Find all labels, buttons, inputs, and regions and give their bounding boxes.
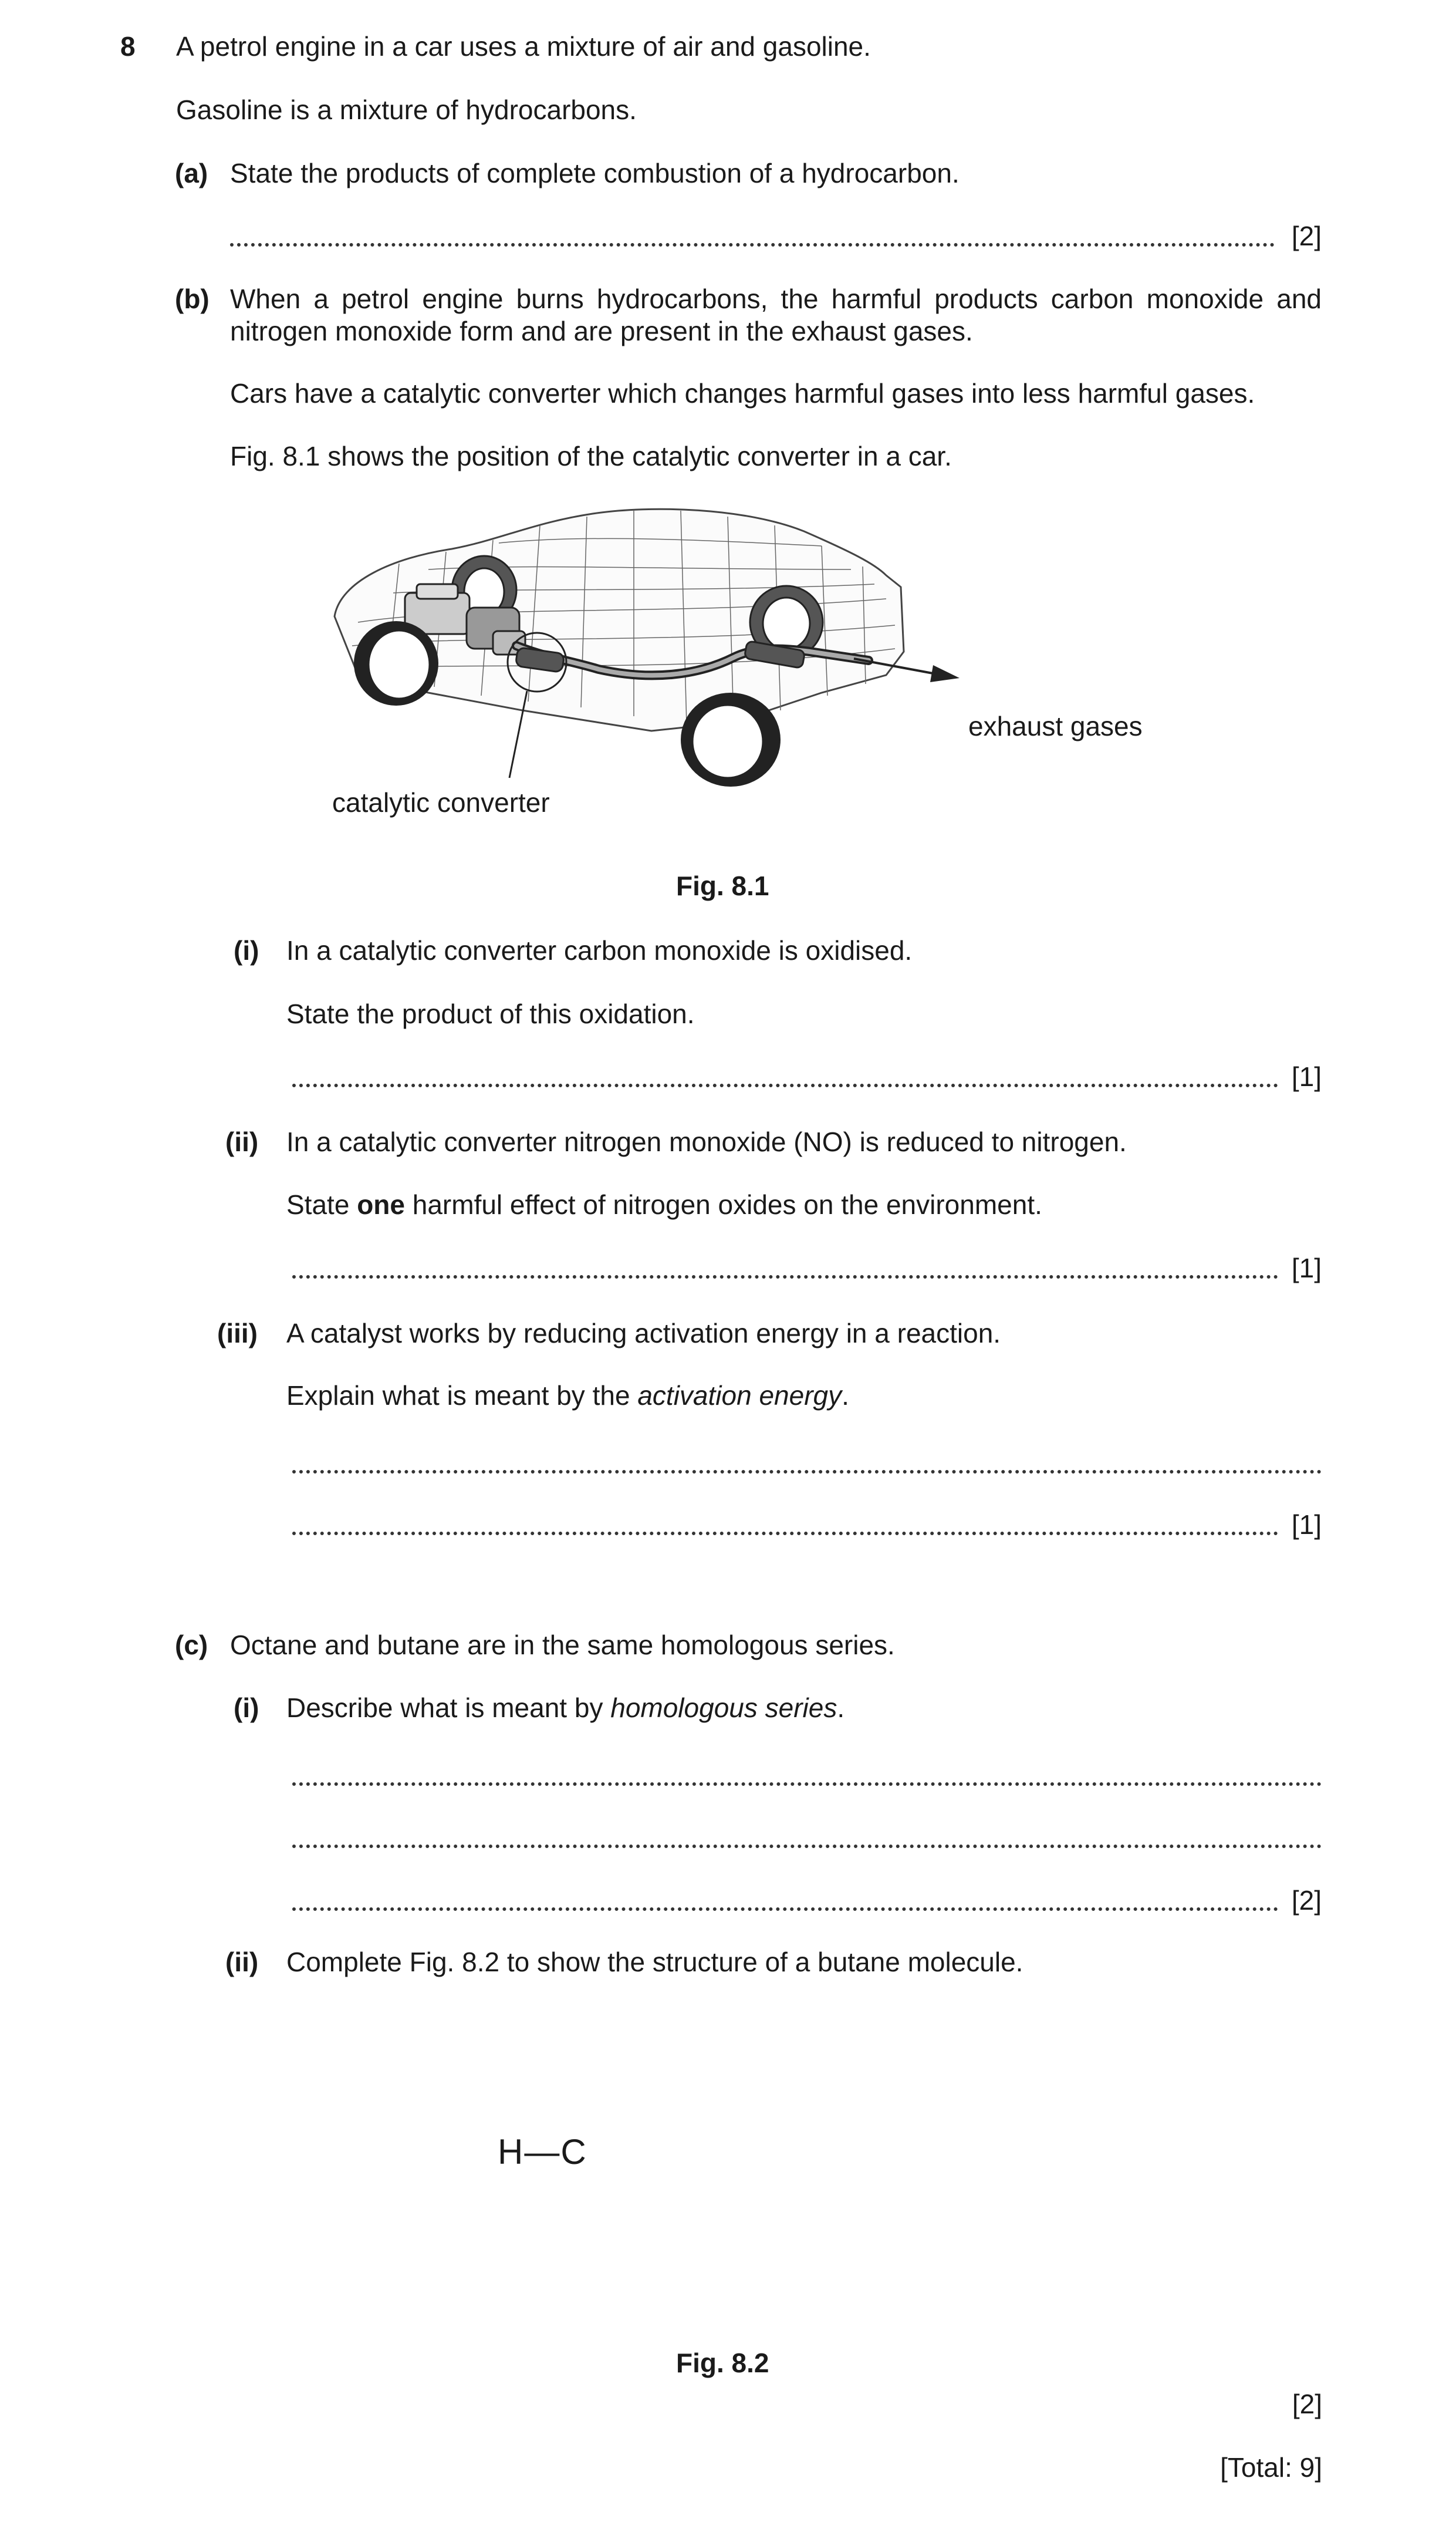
part-b-text-3: Fig. 8.1 shows the position of the catalytic converter in a car.	[230, 441, 952, 471]
part-c-label: (c)	[175, 1630, 208, 1660]
intro-line-2: Gasoline is a mixture of hydrocarbons.	[176, 95, 637, 125]
fig-8-1-label-converter: catalytic converter	[332, 787, 550, 818]
part-b-iii-text-2-italic: activation energy	[637, 1380, 842, 1411]
part-c-ii-label: (ii)	[225, 1947, 259, 1977]
part-b-ii-answer-line[interactable]	[292, 1249, 1322, 1284]
part-a-mark: [2]	[1291, 220, 1322, 251]
part-b-i-answer-line[interactable]	[292, 1058, 1322, 1093]
part-c-i-mark: [2]	[1291, 1884, 1322, 1916]
part-c-i-text-pre: Describe what is meant by	[286, 1692, 611, 1723]
part-b-iii-text-2-post: .	[842, 1380, 849, 1411]
part-b-iii-mark: [1]	[1291, 1509, 1322, 1540]
part-a-label: (a)	[175, 158, 208, 188]
part-c-i-answer-line-2[interactable]	[292, 1819, 1322, 1854]
fig-8-1-label-exhaust: exhaust gases	[968, 711, 1143, 741]
fig-8-1-caption: Fig. 8.1	[676, 871, 769, 901]
part-b-label: (b)	[175, 284, 210, 314]
part-b-i-text-1: In a catalytic converter carbon monoxide is oxidised.	[286, 935, 913, 966]
part-c-ii-mark: [2]	[1292, 2389, 1322, 2419]
part-b-text-2: Cars have a catalytic converter which changes harmful gases into less harmful gases.	[230, 378, 1255, 409]
part-c-text: Octane and butane are in the same homologous series.	[230, 1630, 895, 1660]
part-c-i-answer-line-3[interactable]	[292, 1882, 1322, 1917]
part-c-i-label: (i)	[234, 1692, 259, 1723]
part-b-i-mark: [1]	[1291, 1061, 1322, 1092]
part-b-iii-answer-line-2[interactable]	[292, 1506, 1322, 1541]
part-a-text: State the products of complete combustion of a hydrocarbon.	[230, 158, 960, 188]
part-b-ii-text-2	[286, 1189, 1042, 1221]
total-marks: [Total: 9]	[1220, 2452, 1322, 2483]
part-b-i-label: (i)	[234, 935, 259, 966]
part-c-i-answer-line-1[interactable]	[292, 1756, 1322, 1792]
part-b-ii-label: (ii)	[225, 1127, 259, 1157]
part-b-ii-mark: [1]	[1291, 1252, 1322, 1283]
part-b-iii-text-1: A catalyst works by reducing activation energy in a reaction.	[286, 1318, 1001, 1348]
part-b-ii-text-2-pre: State	[286, 1189, 357, 1220]
part-b-text-1: When a petrol engine burns hydrocarbons, the harmful products carbon monoxide and nitrogen monoxide form and are present in the exhaust gases.	[230, 284, 1322, 347]
part-b-ii-text-2-bold: one	[357, 1189, 405, 1220]
part-b-ii-text-1: In a catalytic converter nitrogen monoxide (NO) is reduced to nitrogen.	[286, 1127, 1127, 1157]
part-c-i-text-post: .	[837, 1692, 845, 1723]
part-a-answer-line[interactable]	[230, 217, 1322, 252]
part-c-ii-text: Complete Fig. 8.2 to show the structure of a butane molecule.	[286, 1947, 1023, 1977]
part-b-ii-text-2-post: harmful effect of nitrogen oxides on the environment.	[404, 1189, 1042, 1220]
part-b-i-text-2: State the product of this oxidation.	[286, 999, 695, 1029]
part-c-i-text	[286, 1692, 844, 1724]
question-number: 8	[120, 31, 136, 62]
part-b-iii-text-2-pre: Explain what is meant by the	[286, 1380, 638, 1411]
part-b-iii-text-2	[286, 1380, 849, 1412]
part-b-iii-answer-line-1[interactable]	[292, 1444, 1322, 1479]
figure-8-1-car	[323, 499, 1203, 828]
intro-line-1: A petrol engine in a car uses a mixture of air and gasoline.	[176, 31, 871, 62]
butane-partial-structure: H—C	[498, 2132, 587, 2172]
part-c-i-text-italic: homologous series	[610, 1692, 837, 1723]
part-b-iii-label: (iii)	[217, 1318, 258, 1348]
fig-8-2-caption: Fig. 8.2	[676, 2348, 769, 2378]
